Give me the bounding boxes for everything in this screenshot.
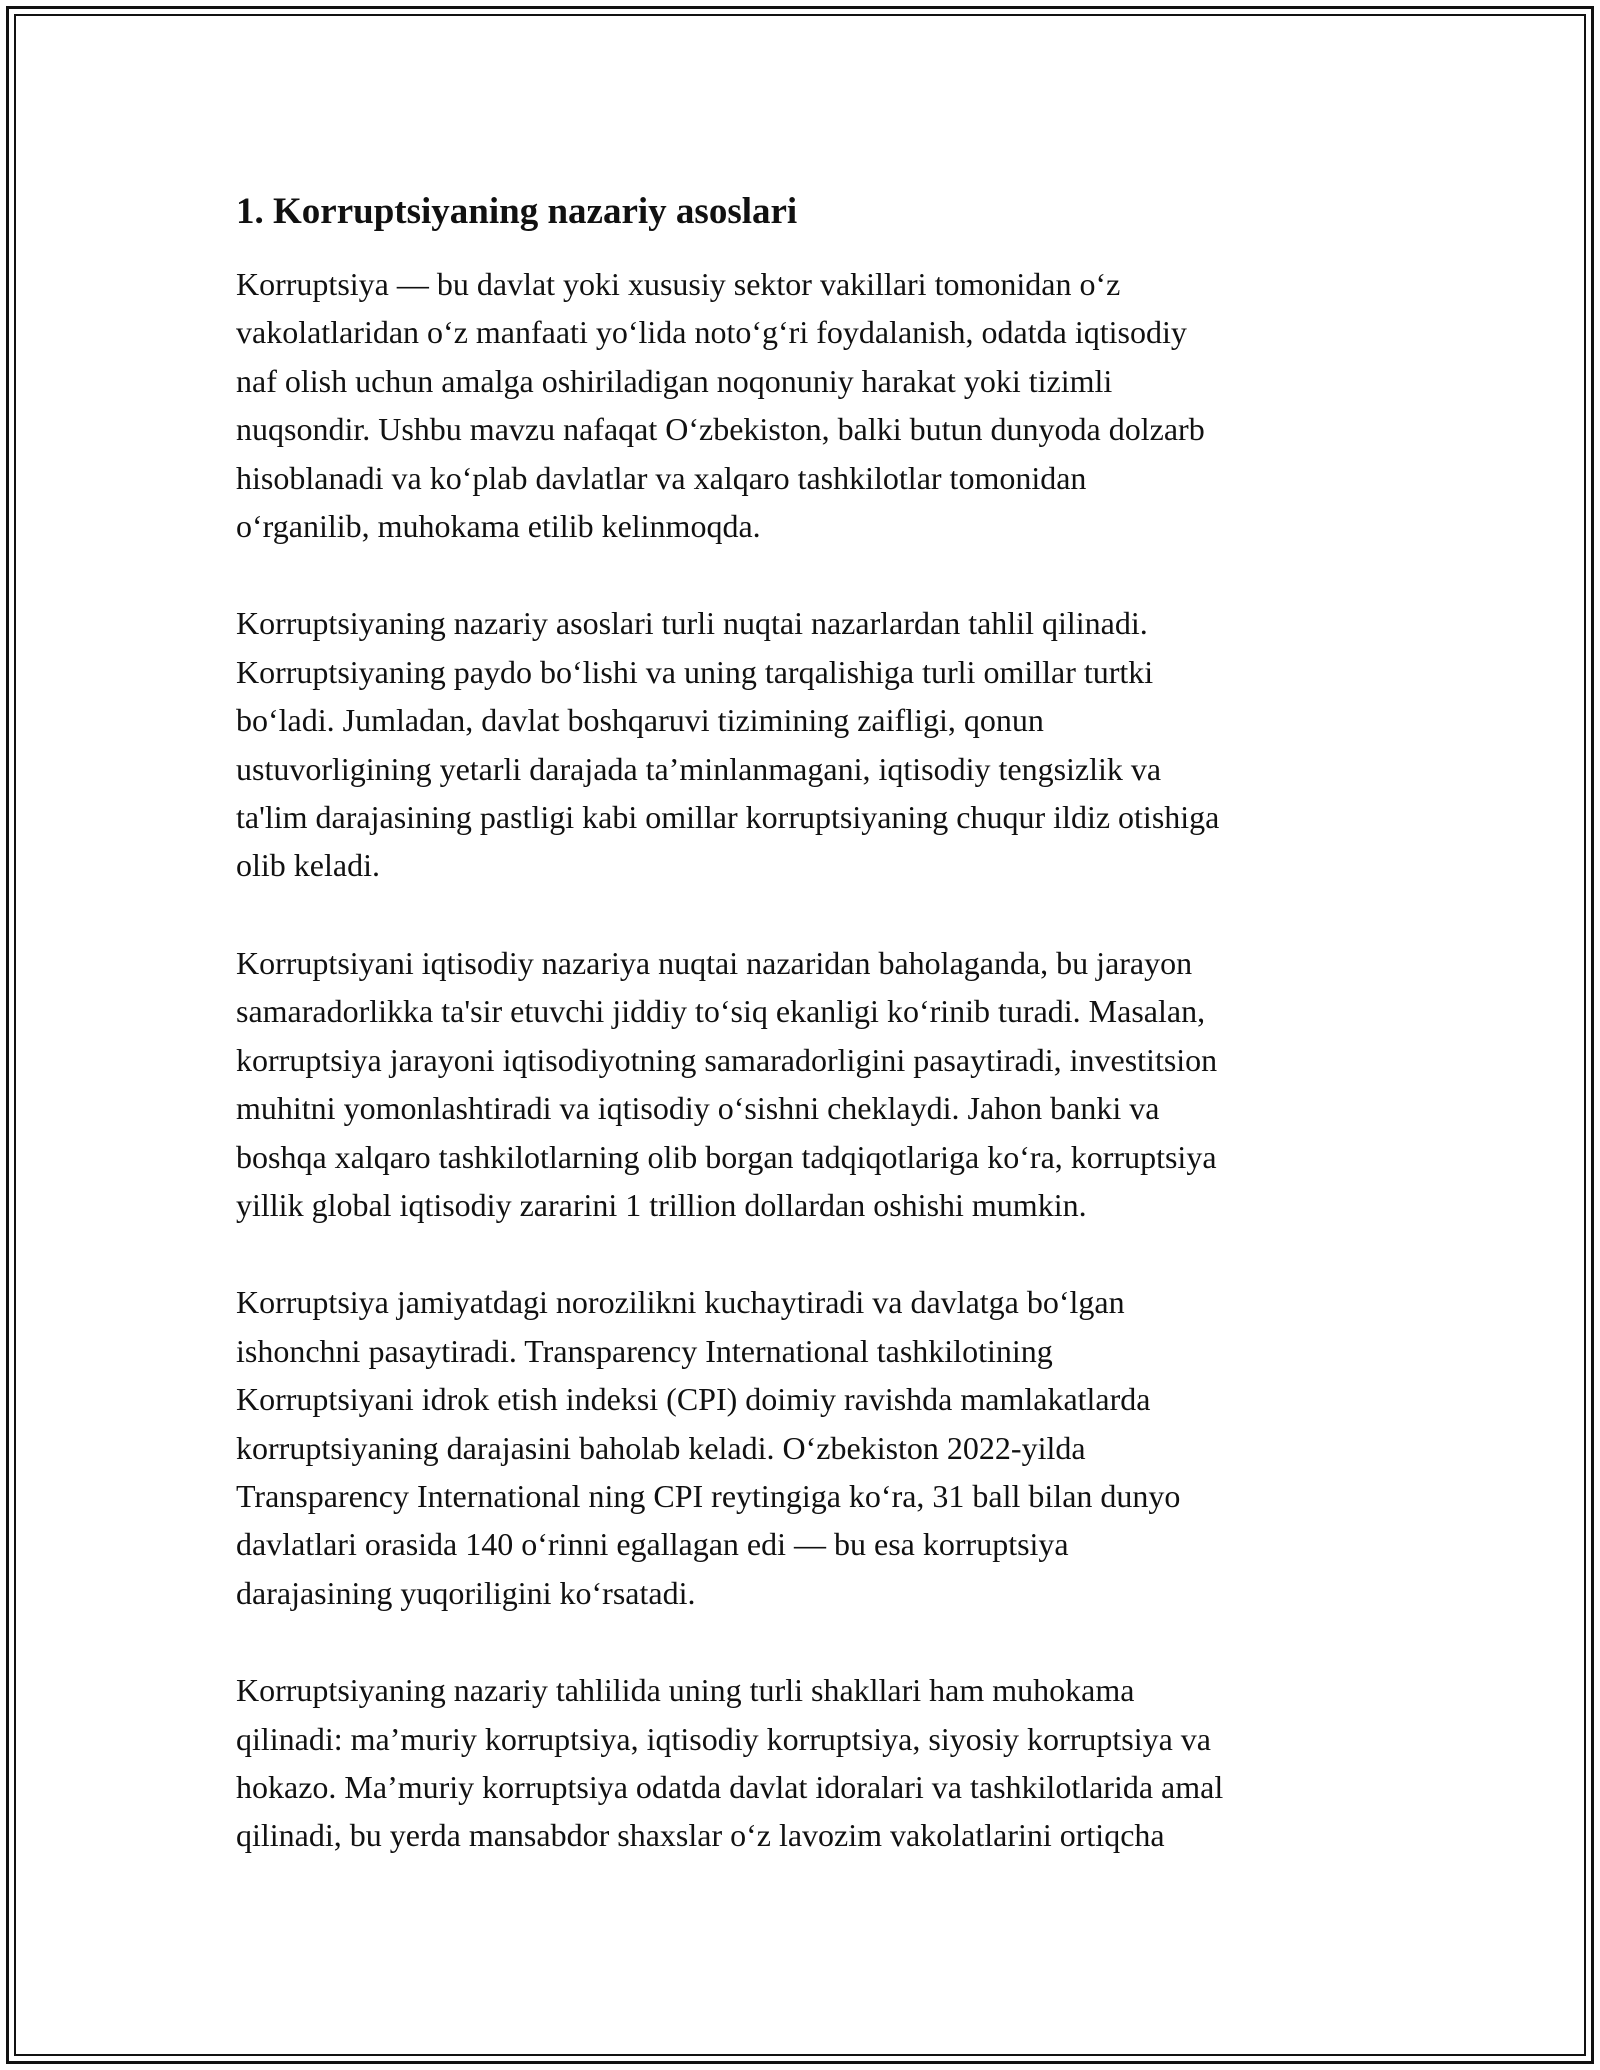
paragraph-cpi (236, 1278, 1376, 1617)
paragraph-line: ishonchni pasaytiradi. Transparency International tashkilotining (236, 1332, 1053, 1369)
paragraph-line: o‘rganilib, muhokama etilib kelinmoqda. (236, 508, 761, 545)
paragraph-line: davlatlari orasida 140 o‘rinni egallagan edi — bu esa korruptsiya (236, 1526, 1069, 1563)
paragraph-line: Korruptsiya — bu davlat yoki xususiy sektor vakillari tomonidan o‘z (236, 266, 1121, 302)
paragraph-line: hisoblanadi va ko‘plab davlatlar va xalqaro tashkilotlar tomonidan (236, 459, 1087, 496)
paragraph-line: Korruptsiyani idrok etish indeksi (CPI) doimiy ravishda mamlakatlarda (236, 1381, 1151, 1418)
paragraph-line: naf olish uchun amalga oshiriladigan noqonuniy harakat yoki tizimli (236, 362, 1113, 399)
paragraph-line: hokazo. Ma’muriy korruptsiya odatda davlat idoralari va tashkilotlarida amal (236, 1768, 1224, 1805)
paragraph-line: vakolatlaridan o‘z manfaati yo‘lida noto‘g‘ri foydalanish, odatda iqtisodiy (236, 314, 1187, 351)
paragraph-line: olib keladi. (236, 847, 380, 884)
paragraph-definition (236, 260, 1376, 550)
document-body (236, 186, 1376, 1909)
paragraph-theoretical-basis (236, 599, 1376, 889)
paragraph-economic-theory (236, 939, 1376, 1229)
paragraph-line: ta'lim darajasining pastligi kabi omillar korruptsiyaning chuqur ildiz otishiga (236, 799, 1220, 836)
paragraph-line: korruptsiya jarayoni iqtisodiyotning samaradorligini pasaytiradi, investitsion (236, 1041, 1218, 1078)
paragraph-line: Korruptsiyaning paydo bo‘lishi va uning tarqalishiga turli omillar turtki (236, 653, 1154, 690)
paragraph-forms-of-corruption (236, 1666, 1376, 1860)
paragraph-line: samaradorlikka ta'sir etuvchi jiddiy to‘siq ekanligi ko‘rinib turadi. Masalan, (236, 993, 1206, 1030)
paragraph-line: yillik global iqtisodiy zararini 1 trillion dollardan oshishi mumkin. (236, 1186, 1087, 1223)
paragraph-line: Korruptsiyani iqtisodiy nazariya nuqtai nazaridan baholaganda, bu jarayon (236, 944, 1193, 981)
paragraph-line: qilinadi: ma’muriy korruptsiya, iqtisodiy korruptsiya, siyosiy korruptsiya va (236, 1720, 1211, 1757)
paragraph-line: Korruptsiyaning nazariy tahlilida uning turli shakllari ham muhokama (236, 1672, 1135, 1709)
paragraph-line: muhitni yomonlashtiradi va iqtisodiy o‘sishni cheklaydi. Jahon banki va (236, 1090, 1160, 1127)
paragraph-line: Korruptsiyaning nazariy asoslari turli nuqtai nazarlardan tahlil qilinadi. (236, 605, 1148, 642)
paragraph-line: Transparency International ning CPI reytingiga ko‘ra, 31 ball bilan dunyo (236, 1477, 1181, 1514)
paragraph-line: boshqa xalqaro tashkilotlarning olib borgan tadqiqotlariga ko‘ra, korruptsiya (236, 1138, 1217, 1175)
paragraph-line: nuqsondir. Ushbu mavzu nafaqat O‘zbekiston, balki butun dunyoda dolzarb (236, 411, 1205, 448)
paragraph-line: darajasining yuqoriligini ko‘rsatadi. (236, 1574, 696, 1611)
paragraph-line: Korruptsiya jamiyatdagi norozilikni kuchaytiradi va davlatga bo‘lgan (236, 1284, 1125, 1321)
section-heading: 1. Korruptsiyaning nazariy asoslari (236, 191, 798, 232)
paragraph-line: bo‘ladi. Jumladan, davlat boshqaruvi tizimining zaifligi, qonun (236, 702, 1044, 739)
paragraph-line: korruptsiyaning darajasini baholab keladi. O‘zbekiston 2022-yilda (236, 1429, 1086, 1466)
paragraph-line: qilinadi, bu yerda mansabdor shaxslar o‘z lavozim vakolatlarini ortiqcha (236, 1817, 1165, 1854)
paragraph-line: ustuvorligining yetarli darajada ta’minlanmagani, iqtisodiy tengsizlik va (236, 750, 1162, 787)
